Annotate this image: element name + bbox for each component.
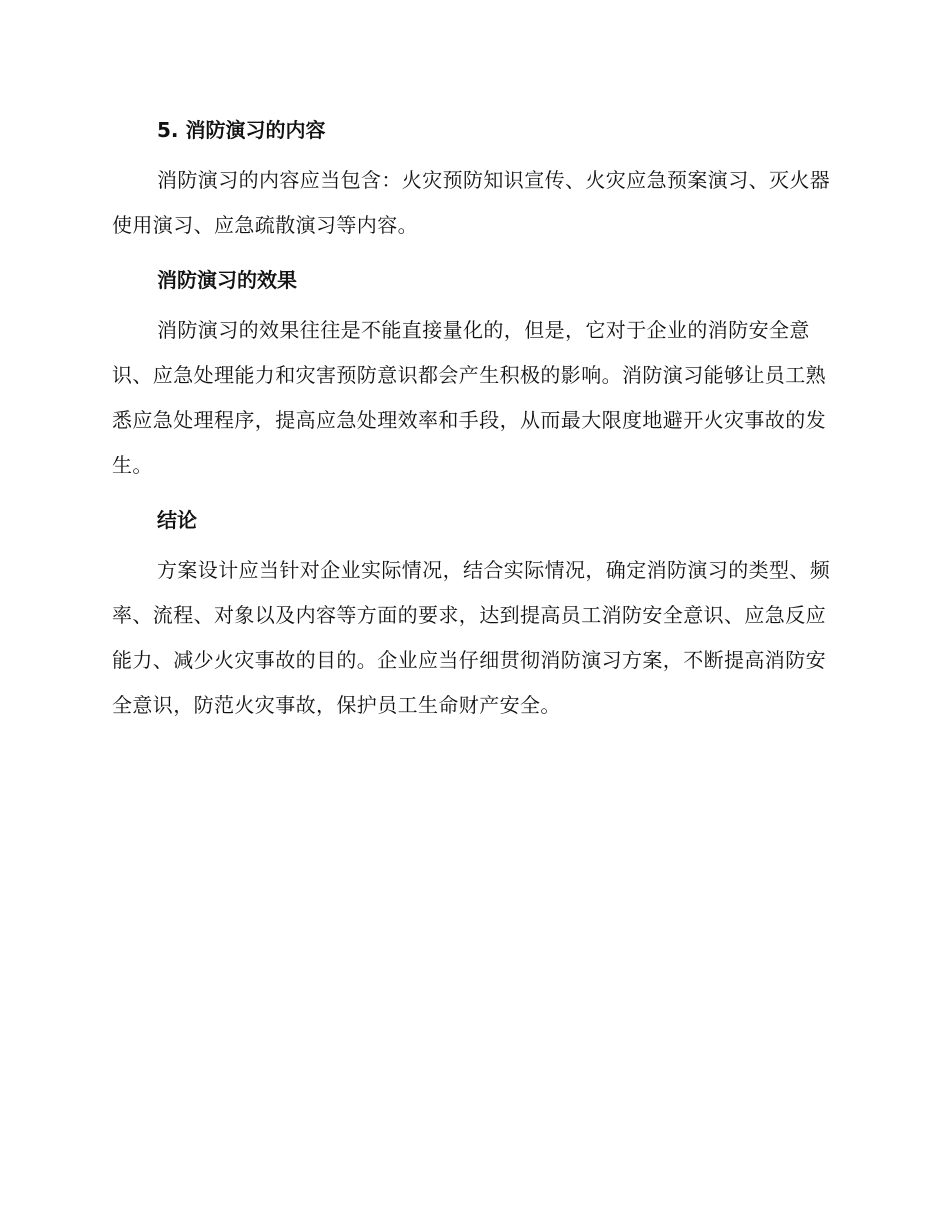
section-paragraph-content: 消防演习的内容应当包含：火灾预防知识宣传、火灾应急预案演习、灭火器使用演习、应急疏散演习等内容。 bbox=[112, 168, 831, 237]
spacer bbox=[112, 248, 832, 258]
section-heading-effect: 消防演习的效果 bbox=[157, 268, 297, 292]
section-paragraph-conclusion: 方案设计应当针对企业实际情况，结合实际情况，确定消防演习的类型、频率、流程、对象以及内容等方面的要求，达到提高员工消防安全意识、应急反应能力、减少火灾事故的目的。企业应当仔细贯彻消防演习方案，不断提高消防安全意识，防范火灾事故，保护员工生命财产安全。 bbox=[112, 558, 831, 717]
spacer bbox=[112, 488, 832, 498]
section-paragraph-effect: 消防演习的效果往往是不能直接量化的，但是，它对于企业的消防安全意识、应急处理能力和灾害预防意识都会产生积极的影响。消防演习能够让员工熟悉应急处理程序，提高应急处理效率和手段，从而最大限度地避开火灾事故的发生。 bbox=[112, 318, 826, 477]
document-page bbox=[112, 108, 832, 728]
section-heading-conclusion: 结论 bbox=[157, 508, 197, 532]
section-heading-content: 5. 消防演习的内容 bbox=[157, 118, 326, 142]
